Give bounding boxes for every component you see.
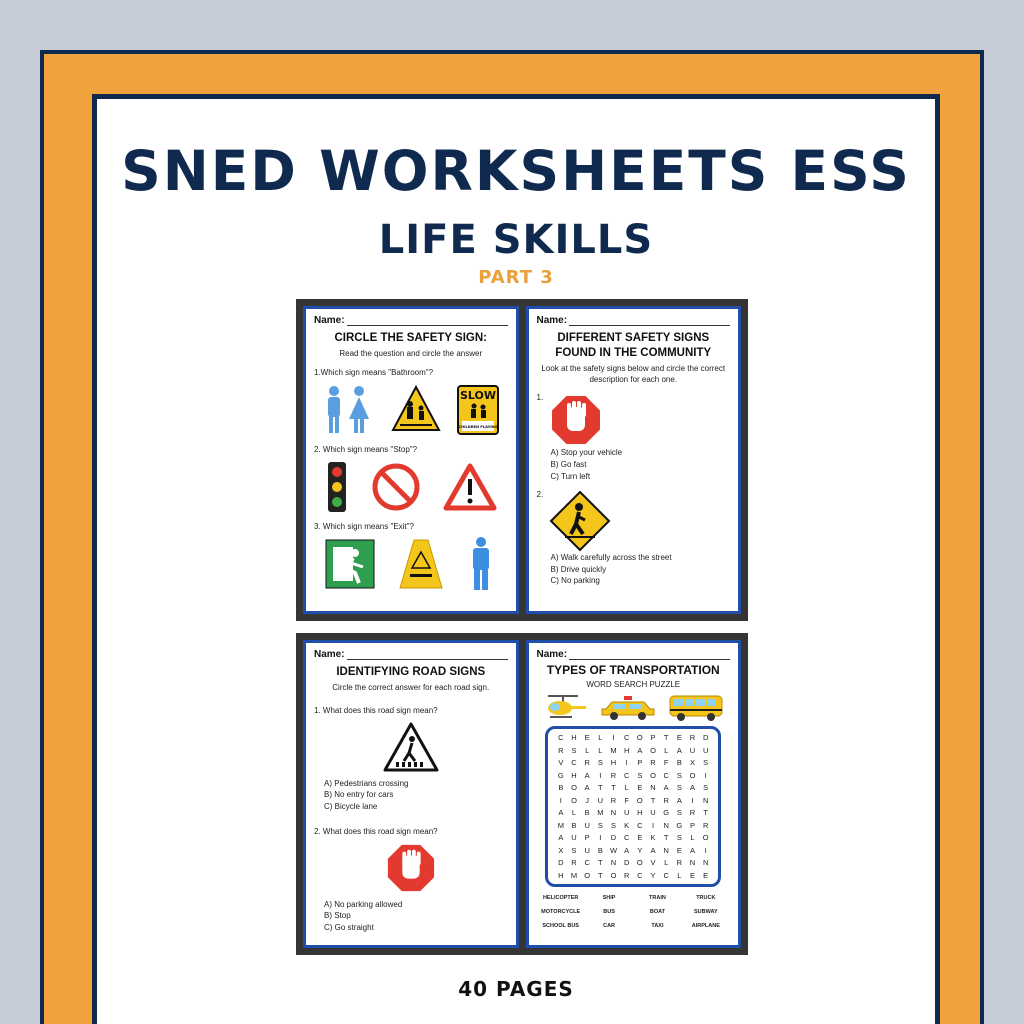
grid-letter: I (704, 770, 707, 780)
no-entry-icon (371, 462, 421, 512)
grid-letter: E (637, 833, 643, 843)
name-label: Name: (536, 649, 568, 660)
grid-letter: R (623, 870, 630, 880)
grid-letter: S (676, 833, 682, 843)
worksheet-instruction: Look at the safety signs below and circle the correct description for each one. (541, 363, 726, 384)
grid-letter: S (703, 758, 709, 768)
worksheet-circle-safety-sign (303, 306, 519, 614)
word-list-item: CAR (603, 922, 616, 929)
grid-letter: C (623, 770, 630, 780)
exit-sign-icon (325, 539, 375, 589)
grid-letter: N (663, 845, 669, 855)
svg-text:CHILDREN PLAYING: CHILDREN PLAYING (458, 424, 498, 429)
grid-letter: Y (637, 845, 643, 855)
grid-letter: R (610, 770, 617, 780)
grid-letter: S (676, 770, 682, 780)
grid-letter: R (610, 795, 617, 805)
worksheet-preview-row-2 (296, 633, 748, 955)
pedestrian-crossing-triangle-icon (382, 721, 440, 773)
worksheet-title: CIRCLE THE SAFETY SIGN: (334, 332, 487, 344)
grid-letter: B (676, 758, 682, 768)
grid-letter: L (690, 833, 695, 843)
grid-letter: N (663, 820, 669, 830)
option-a: A) Pedestrians crossing (324, 778, 409, 788)
grid-letter: R (650, 758, 656, 768)
warning-icon (443, 463, 497, 511)
name-field (314, 649, 508, 660)
worksheet-title: IDENTIFYING ROAD SIGNS (336, 666, 486, 678)
name-field (537, 315, 731, 326)
grid-letter: B (571, 820, 577, 830)
grid-letter: M (610, 745, 617, 755)
grid-letter: G (676, 820, 683, 830)
grid-letter: I (612, 733, 615, 743)
word-search-grid (545, 726, 721, 887)
grid-letter: E (689, 870, 695, 880)
grid-letter: U (584, 820, 590, 830)
worksheet-instruction: Circle the correct answer for each road sign. (332, 682, 490, 692)
grid-letter: H (637, 808, 643, 818)
taxi-icon (600, 694, 656, 720)
grid-letter: S (676, 808, 682, 818)
word-list-item: TAXI (651, 922, 664, 929)
grid-letter: D (702, 733, 709, 743)
grid-letter: H (571, 733, 577, 743)
word-list-item: HELICOPTER (542, 894, 579, 901)
question-2: 2. What does this road sign mean? (314, 826, 438, 836)
grid-letter: U (597, 795, 604, 805)
grid-letter: O (636, 733, 643, 743)
grid-letter: E (676, 845, 682, 855)
word-list-item: BUS (603, 908, 615, 915)
grid-letter: E (637, 783, 643, 793)
grid-letter: V (558, 758, 564, 768)
grid-letter: D (623, 858, 630, 868)
grid-letter: L (664, 745, 669, 755)
grid-letter: I (651, 820, 655, 830)
grid-letter: U (689, 745, 696, 755)
grid-letter: N (610, 858, 617, 868)
grid-letter: R (558, 745, 564, 755)
word-list-item: AIRPLANE (691, 922, 720, 929)
grid-letter: L (598, 745, 603, 755)
grid-letter: T (598, 870, 603, 880)
grid-letter: C (637, 870, 643, 880)
stop-hand-sign-icon (385, 842, 437, 894)
grid-letter: C (637, 820, 643, 830)
grid-letter: N (689, 858, 696, 868)
word-list-item: TRAIN (649, 894, 666, 901)
grid-letter: X (689, 758, 695, 768)
question-number: 1. (536, 393, 544, 403)
grid-letter: O (571, 783, 577, 793)
grid-letter: O (636, 858, 643, 868)
grid-letter: C (663, 770, 669, 780)
grid-letter: U (650, 808, 656, 818)
grid-letter: S (637, 770, 643, 780)
worksheet-community-signs (526, 306, 742, 614)
grid-letter: S (597, 820, 603, 830)
grid-letter: O (650, 745, 656, 755)
word-list-item: SCHOOL BUS (542, 922, 579, 929)
grid-letter: Y (650, 870, 656, 880)
answer-icons-3 (314, 537, 508, 591)
worksheet-title: TYPES OF TRANSPORTATION (546, 663, 720, 677)
grid-letter: O (702, 833, 709, 843)
restroom-icon (321, 385, 375, 435)
slow-children-sign-icon (456, 384, 500, 436)
grid-letter: H (571, 770, 577, 780)
grid-letter: E (584, 733, 590, 743)
worksheet-transportation (526, 640, 742, 948)
grid-letter: B (597, 845, 603, 855)
grid-letter: U (584, 845, 590, 855)
grid-letter: C (623, 733, 630, 743)
white-panel (92, 94, 940, 1024)
grid-letter: H (623, 745, 630, 755)
options-1 (551, 447, 731, 482)
grid-letter: T (598, 783, 603, 793)
grid-letter: O (650, 770, 656, 780)
grid-letter: A (676, 795, 682, 805)
grid-letter: O (636, 795, 643, 805)
grid-letter: T (611, 783, 616, 793)
wet-floor-sign-icon (398, 538, 444, 590)
grid-letter: I (599, 833, 602, 843)
grid-letter: I (599, 770, 602, 780)
grid-letter: P (584, 833, 590, 843)
option-b: B) No entry for cars (324, 790, 394, 800)
question-1: 1.Which sign means "Bathroom"? (314, 367, 434, 377)
name-field (537, 649, 731, 660)
grid-letter: L (571, 808, 577, 818)
option-b: B) Go fast (550, 460, 587, 470)
name-label: Name: (314, 315, 345, 326)
grid-letter: A (663, 783, 669, 793)
question-number: 2. (536, 490, 544, 500)
worksheet-instruction: Read the question and circle the answer (339, 348, 483, 358)
school-bus-icon (668, 692, 724, 722)
grid-letter: R (702, 820, 709, 830)
word-list (537, 895, 731, 929)
grid-letter: S (571, 745, 577, 755)
question-1 (537, 393, 731, 447)
grid-letter: O (689, 770, 696, 780)
question-2: 2. Which sign means "Stop"? (314, 444, 418, 454)
grid-letter: U (702, 745, 709, 755)
grid-letter: N (650, 783, 656, 793)
grid-letter: J (585, 795, 590, 805)
answer-icons-1 (314, 383, 508, 437)
page-count: 40 PAGES (458, 977, 574, 1001)
option-c: C) Go straight (324, 922, 374, 932)
grid-letter: S (703, 783, 709, 793)
worksheet-preview-row-1 (296, 299, 748, 621)
grid-letter: T (703, 808, 708, 818)
grid-letter: I (691, 795, 694, 805)
grid-letter: E (703, 870, 709, 880)
grid-letter: I (625, 758, 628, 768)
grid-letter: T (650, 795, 656, 805)
grid-letter: R (663, 795, 669, 805)
grid-letter: A (676, 745, 682, 755)
option-b: B) Drive quickly (550, 564, 607, 574)
question-2 (537, 490, 731, 552)
grid-letter: N (610, 808, 617, 818)
grid-letter: C (623, 833, 630, 843)
grid-letter: A (637, 745, 643, 755)
name-field (314, 315, 508, 326)
grid-letter: I (704, 845, 707, 855)
grid-letter: R (584, 758, 590, 768)
option-c: C) Turn left (550, 471, 591, 481)
grid-letter: I (559, 795, 562, 805)
grid-letter: U (571, 833, 577, 843)
worksheet-road-signs (303, 640, 519, 948)
grid-letter: U (623, 808, 630, 818)
grid-letter: M (570, 870, 578, 880)
grid-letter: A (650, 845, 656, 855)
answer-icons-2 (314, 460, 508, 514)
orange-frame (40, 50, 984, 1024)
grid-letter: X (558, 845, 564, 855)
option-c: C) No parking (550, 576, 600, 586)
grid-letter: L (598, 733, 603, 743)
page-title: SNED WORKSHEETS ESS (121, 139, 911, 203)
grid-letter: L (585, 745, 590, 755)
grid-letter: S (597, 758, 603, 768)
grid-letter: P (650, 733, 656, 743)
grid-letter: A (689, 783, 695, 793)
option-a: A) Walk carefully across the street (550, 553, 672, 563)
grid-letter: A (624, 845, 630, 855)
option-b: B) Stop (324, 911, 351, 921)
grid-letter: F (624, 795, 629, 805)
grid-letter: F (663, 758, 669, 768)
traffic-light-icon (325, 461, 349, 513)
word-list-item: SHIP (602, 894, 616, 901)
pedestrian-crossing-sign-icon (549, 490, 611, 552)
name-label: Name: (536, 315, 568, 326)
transport-icons (537, 692, 731, 722)
name-label: Name: (314, 649, 345, 660)
grid-letter: P (689, 820, 695, 830)
grid-letter: C (558, 733, 564, 743)
word-list-item: MOTORCYCLE (541, 908, 581, 915)
grid-letter: R (689, 733, 696, 743)
options-1 (324, 778, 508, 813)
grid-letter: G (663, 808, 670, 818)
grid-letter: P (637, 758, 643, 768)
grid-letter: A (689, 845, 695, 855)
grid-letter: O (610, 870, 617, 880)
grid-letter: A (558, 808, 564, 818)
grid-letter: S (571, 845, 577, 855)
grid-letter: R (676, 858, 683, 868)
person-icon (466, 536, 496, 592)
options-2 (324, 899, 508, 934)
grid-letter: B (584, 808, 590, 818)
grid-letter: K (650, 833, 656, 843)
grid-letter: W (609, 845, 618, 855)
grid-letter: C (663, 870, 669, 880)
grid-letter: T (598, 858, 603, 868)
grid-letter: L (624, 783, 629, 793)
grid-letter: A (584, 783, 590, 793)
grid-letter: S (676, 783, 682, 793)
grid-letter: D (610, 833, 617, 843)
grid-letter: V (650, 858, 656, 868)
grid-letter: L (677, 870, 682, 880)
grid-letter: H (610, 758, 617, 768)
grid-letter: A (558, 833, 564, 843)
stop-hand-sign-icon (549, 393, 603, 447)
grid-letter: A (584, 770, 590, 780)
grid-letter: O (584, 870, 591, 880)
grid-letter: C (571, 758, 577, 768)
grid-letter: T (663, 733, 669, 743)
word-list-item: SUBWAY (693, 908, 718, 915)
helicopter-icon (542, 694, 588, 720)
page-subtitle: LIFE SKILLS (378, 217, 654, 263)
grid-letter: M (557, 820, 564, 830)
grid-letter: T (663, 833, 669, 843)
options-2 (551, 552, 731, 587)
worksheet-subtitle: WORD SEARCH PUZZLE (586, 679, 681, 689)
question-1: 1. What does this road sign mean? (314, 705, 438, 715)
word-list-item: TRUCK (696, 894, 716, 901)
worksheet-title: DIFFERENT SAFETY SIGNS FOUND IN THE COMMUNITY (555, 332, 712, 359)
grid-letter: K (624, 820, 630, 830)
grid-letter: E (676, 733, 682, 743)
grid-letter: R (689, 808, 696, 818)
grid-letter: G (557, 770, 564, 780)
school-crossing-icon (390, 384, 442, 436)
grid-letter: M (597, 808, 604, 818)
part-label: PART 3 (478, 267, 554, 288)
svg-text:SLOW: SLOW (460, 388, 497, 402)
grid-letter: B (558, 783, 564, 793)
word-list-item: BOAT (649, 908, 666, 915)
option-a: A) No parking allowed (324, 899, 403, 909)
grid-letter: S (610, 820, 616, 830)
option-c: C) Bicycle lane (324, 801, 378, 811)
option-a: A) Stop your vehicle (550, 448, 623, 458)
grid-letter: N (702, 858, 709, 868)
grid-letter: C (584, 858, 590, 868)
grid-letter: O (571, 795, 577, 805)
question-3: 3. Which sign means "Exit"? (314, 521, 414, 531)
grid-letter: N (702, 795, 709, 805)
grid-letter: L (664, 858, 669, 868)
grid-letter: H (558, 870, 564, 880)
grid-letter: R (571, 858, 577, 868)
grid-letter: D (558, 858, 564, 868)
